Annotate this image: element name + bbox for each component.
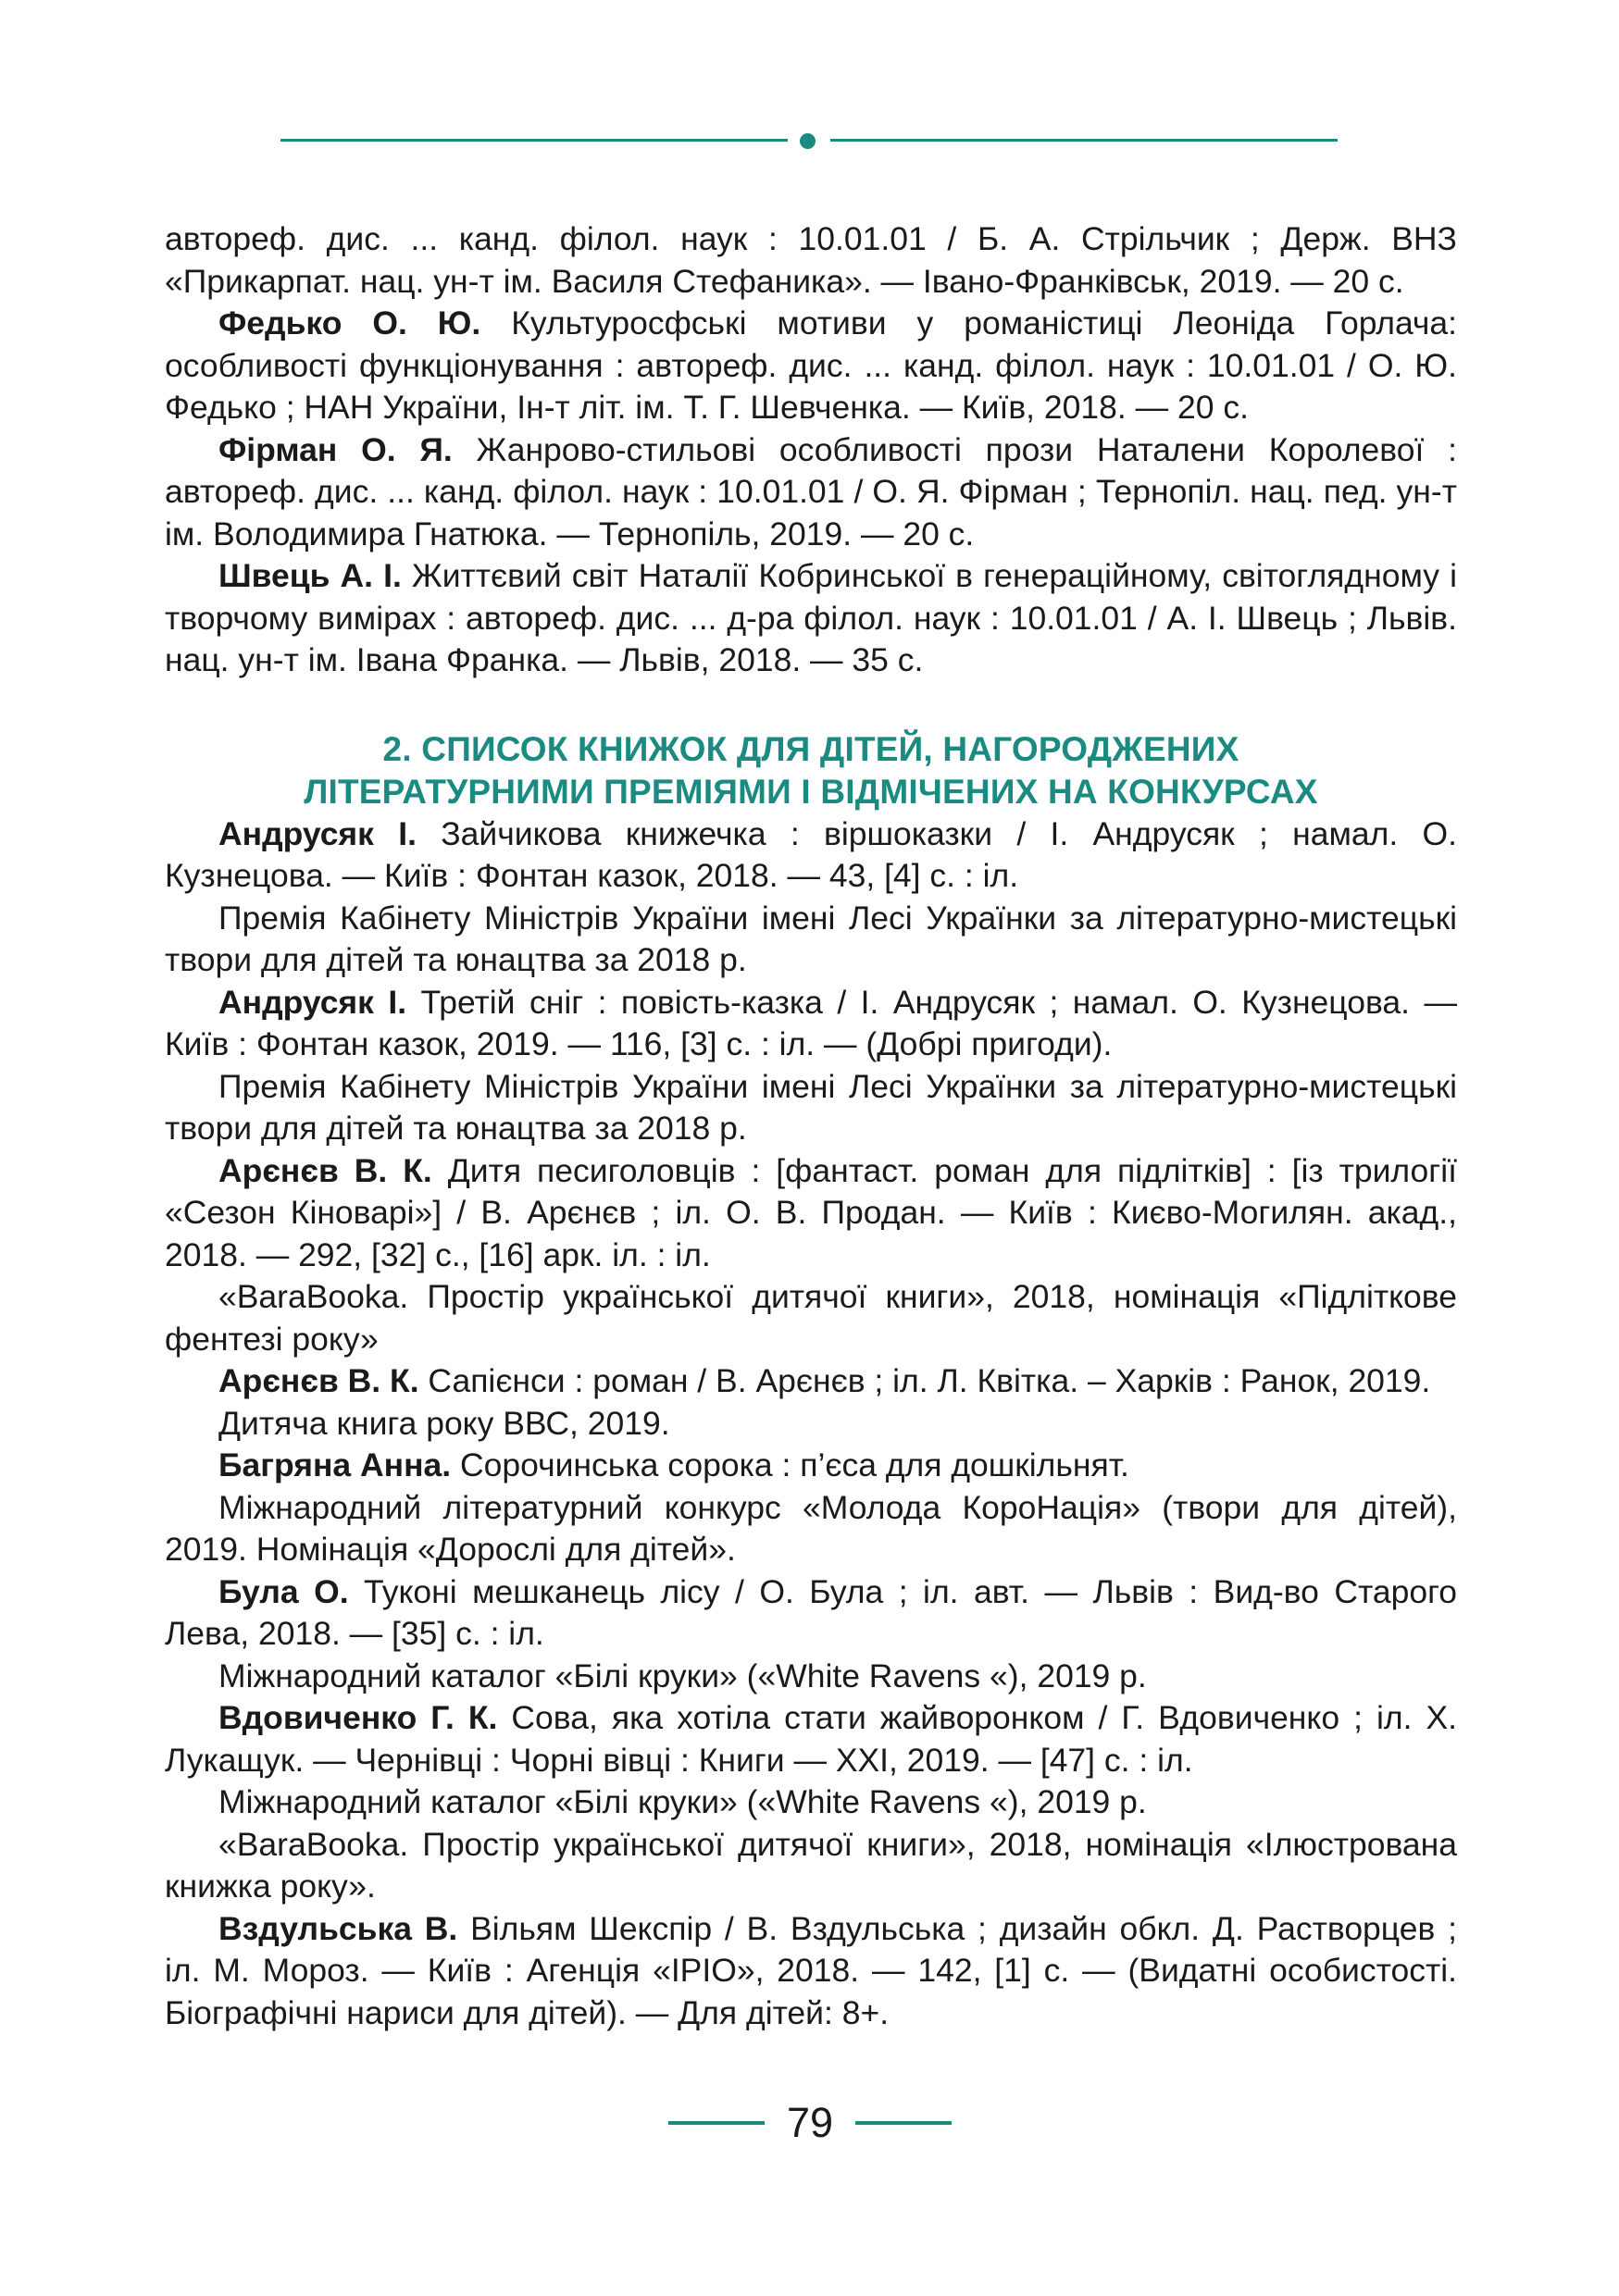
entry-author: Швець А. І. (218, 557, 402, 594)
entry-author: Федько О. Ю. (218, 304, 481, 341)
book-text: Дитя песиголовців : [фантаст. роман для підлітків] : [із трилогії «Сезон Кіноварі»] / В. Арєнєв ; іл. О. В. Продан. — Київ : Києво-Могилян. акад., 2018. — 292, [32] с., [16] арк. іл. : іл. (165, 1151, 1457, 1273)
book-author: Багряна Анна. (218, 1446, 452, 1483)
book-entry (165, 813, 1457, 898)
book-text: Зайчикова книжечка : віршоказки / І. Андрусяк ; намал. О. Кузнецова. — Київ : Фонтан казок, 2018. — 43, [4] с. : іл. (165, 814, 1457, 894)
award-note: Премія Кабінету Міністрів України імені Лесі Українки за літературно-мистецькі твори для дітей та юнацтва за 2018 р. (165, 899, 1457, 978)
book-author: Андрусяк І. (218, 983, 407, 1021)
award-note: Премія Кабінету Міністрів України імені Лесі Українки за літературно-мистецькі твори для дітей та юнацтва за 2018 р. (165, 1067, 1457, 1147)
entry-text: Культуросфські мотиви у романістиці Леоніда Горлача: особливості функціонування : автореф. дис. ... канд. філол. наук : 10.01.01 / О. Ю. Федько ; НАН України, Ін-т літ. ім. Т. Г. Шевченка. — Київ, 2018. — 20 с. (165, 304, 1458, 426)
book-entry (165, 982, 1457, 1066)
award-note: Міжнародний каталог «Білі круки» («White Ravens «), 2019 р. (218, 1783, 1147, 1820)
book-text: Сова, яка хотіла стати жайворонком / Г. Вдовиченко ; іл. Х. Лукащук. — Чернівці : Чорні вівці : Книги — XXI, 2019. — [47] с. : іл. (165, 1699, 1457, 1779)
book-author: Вздульська В. (218, 1909, 458, 1947)
entry-text: Жанрово-стильові особливості прози Наталени Королевої : автореф. дис. ... канд. філол. наук : 10.01.01 / О. Я. Фірман ; Тернопіл. нац. пед. ун-т ім. Володимира Гнатюка. — Тернопіль, 2019. — 20 с. (165, 430, 1457, 552)
book-entry (165, 1571, 1457, 1656)
book-author: Була О. (218, 1572, 349, 1610)
award-note: Міжнародний каталог «Білі круки» («White Ravens «), 2019 р. (218, 1657, 1147, 1694)
award-note: «BaraBooka. Простір української дитячої книги», 2018, номінація «Ілюстрована книжка року». (165, 1825, 1457, 1905)
book-author: Андрусяк І. (218, 814, 417, 852)
rule-dot (800, 133, 816, 149)
book-author: Арєнєв В. К. (218, 1151, 432, 1189)
page-footer (668, 2096, 952, 2152)
award-note: Дитяча книга року ВВС, 2019. (218, 1404, 670, 1442)
footer-line-right (855, 2121, 952, 2125)
book-entry (165, 1360, 1457, 1403)
book-text: Сапієнси : роман / В. Арєнєв ; іл. Л. Квітка. – Харків : Ранок, 2019. (418, 1362, 1431, 1399)
page-content (165, 218, 1457, 2034)
book-text: Третій сніг : повість-казка / І. Андрусяк ; намал. О. Кузнецова. — Київ : Фонтан казок, 2019. — 116, [3] с. : іл. — (Добрі пригоди). (165, 983, 1457, 1062)
entry-text: Життєвий світ Наталії Кобринської в генераційному, світоглядному і творчому вимірах : автореф. дис. ... д-ра філол. наук : 10.01.01 / А. І. Швець ; Львів. нац. ун-т ім. Івана Франка. — Львів, 2018. — 35 с. (165, 557, 1457, 678)
section-heading (165, 728, 1457, 813)
book-entry (165, 1908, 1457, 2035)
book-text: Туконі мешканець лісу / О. Була ; іл. авт. — Львів : Вид-во Старого Лева, 2018. — [35] с. : іл. (165, 1572, 1458, 1652)
rule-line-right (830, 139, 1338, 142)
book-entry (165, 1150, 1457, 1277)
book-text: Сорочинська сорока : п’єса для дошкільнят. (451, 1446, 1129, 1483)
bibliography-entry (165, 303, 1457, 429)
continuation-text: автореф. дис. ... канд. філол. наук : 10.01.01 / Б. А. Стрільчик ; Держ. ВНЗ «Прикарпат. нац. ун-т ім. Василя Стефаника». — Івано-Франківськ, 2019. — 20 с. (165, 220, 1457, 300)
entry-author: Фірман О. Я. (218, 430, 453, 468)
book-text: Вільям Шекспір / В. Вздульська ; дизайн обкл. Д. Растворцев ; іл. М. Мороз. — Київ : Агенція «ІРІО», 2018. — 142, [1] с. — (Видатні особистості. Біографічні нариси для дітей). — Для дітей: 8+. (165, 1909, 1457, 2031)
top-decorative-rule (280, 133, 1338, 148)
book-entry (165, 1697, 1457, 1781)
book-author: Арєнєв В. К. (218, 1362, 419, 1399)
rule-line-left (280, 139, 788, 142)
footer-line-left (668, 2121, 765, 2125)
page-number: 79 (786, 2099, 834, 2146)
bibliography-entry (165, 555, 1457, 682)
award-note: Міжнародний літературний конкурс «Молода КороНація» (твори для дітей), 2019. Номінація «Дорослі для дітей». (165, 1488, 1457, 1568)
bibliography-entry (165, 429, 1457, 556)
heading-line-1: 2. СПИСОК КНИЖОК ДЛЯ ДІТЕЙ, НАГОРОДЖЕНИХ (382, 729, 1239, 768)
book-author: Вдовиченко Г. К. (218, 1699, 498, 1736)
book-entry (165, 1445, 1457, 1487)
award-note: «BaraBooka. Простір української дитячої книги», 2018, номінація «Підліткове фентезі року» (165, 1278, 1457, 1358)
heading-line-2: ЛІТЕРАТУРНИМИ ПРЕМІЯМИ І ВІДМІЧЕНИХ НА КОНКУРСАХ (304, 772, 1318, 811)
